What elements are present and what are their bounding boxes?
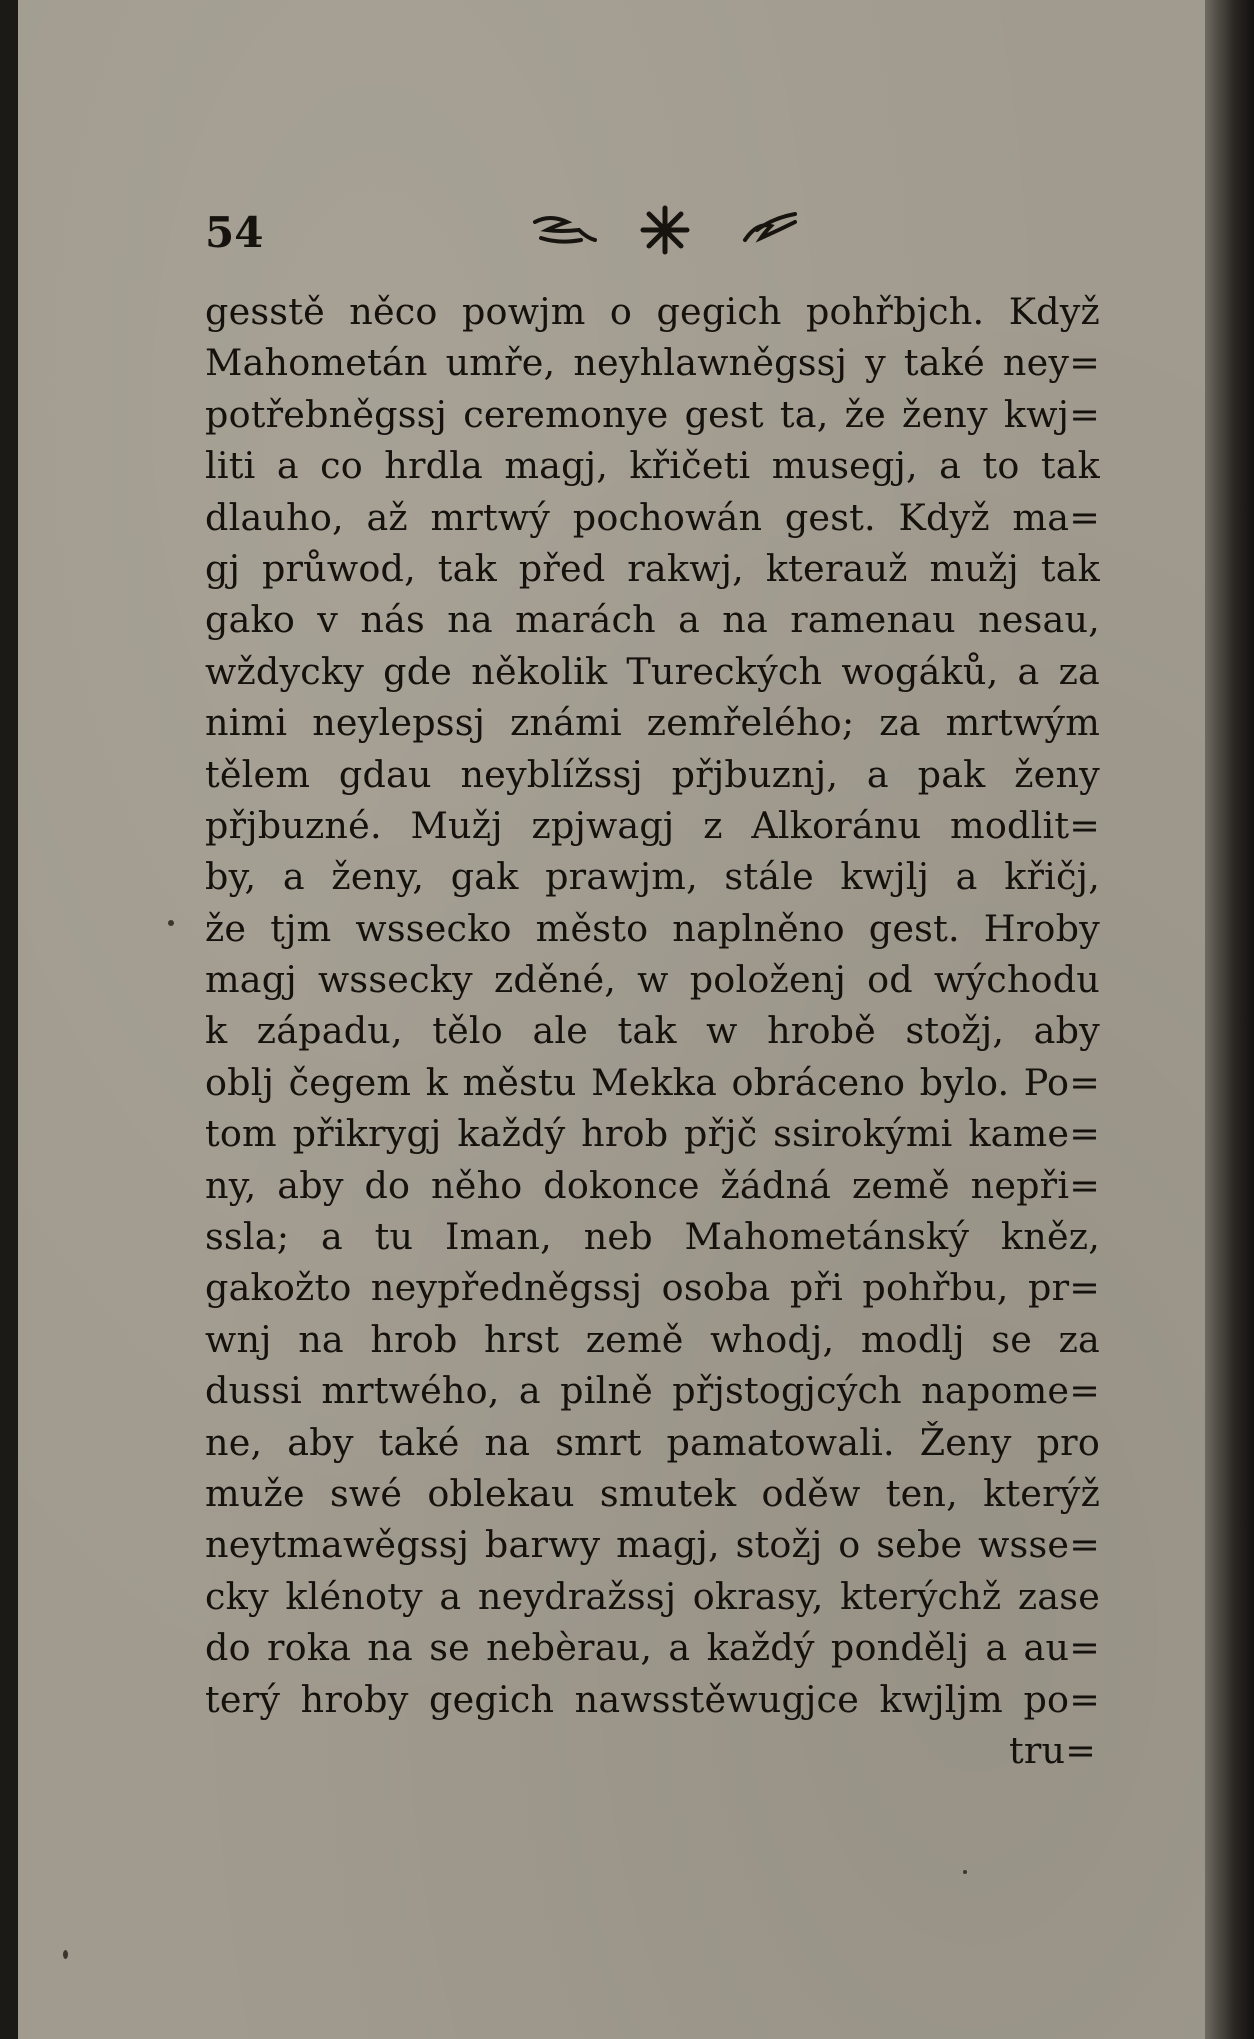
paper-speck — [168, 920, 174, 926]
text-line: dlauho, až mrtwý pochowán gest. Když ma= — [205, 495, 1100, 539]
text-line: gj průwod, tak před rakwj, kterauž mužj tak — [205, 546, 1100, 590]
paper-speck — [63, 1950, 68, 1959]
text-line: tělem gdau neyblížssj přjbuznj, a pak ženy — [205, 752, 1100, 796]
text-line: muže swé oblekau smutek oděw ten, kterýž — [205, 1471, 1100, 1515]
page-number: 54 — [205, 208, 264, 257]
text-line: wždycky gde několik Tureckých wogáků, a za — [205, 649, 1100, 693]
text-line: oblj čegem k městu Mekka obráceno bylo. Po= — [205, 1060, 1100, 1104]
text-line: dussi mrtwého, a pilně přjstogjcých napome= — [205, 1369, 1100, 1413]
text-line: neytmawěgssj barwy magj, stožj ο sebe wsse= — [205, 1523, 1100, 1567]
catchword: tru= — [1008, 1728, 1096, 1772]
text-line: gesstě něco powjm o gegich pohřbjch. Když — [205, 290, 1100, 333]
page-header — [205, 200, 1105, 260]
text-line: wnj na hrob hrst země whodj, modlj se za — [205, 1317, 1100, 1361]
text-line: Mahometán umře, neyhlawněgssj y také ney= — [205, 341, 1100, 385]
text-line: terý hroby gegich nawsstěwugjce kwjljm po= — [205, 1677, 1100, 1721]
text-line: ny, aby do něho dokonce žádná země nepři= — [205, 1163, 1100, 1207]
paper-speck — [963, 1870, 967, 1874]
text-line: by, a ženy, gak prawjm, stále kwjlj a křičj, — [205, 855, 1100, 899]
book-gutter — [1205, 0, 1254, 2039]
text-line: ssla; a tu Iman, neb Mahometánský kněz, — [205, 1215, 1100, 1259]
text-line: gakožto neypředněgssj osoba při pohřbu, pr= — [205, 1266, 1100, 1310]
body-text — [205, 286, 1100, 1776]
text-line: magj wssecky zděné, w položenj od wýchodu — [205, 958, 1100, 1002]
text-line: tom přikrygj každý hrob přjč ssirokými kame= — [205, 1112, 1100, 1156]
text-line: do roka na se nebèrau, a každý pondělj a au= — [205, 1626, 1100, 1670]
text-line: ne, aby také na smrt pamatowali. Ženy pro — [205, 1420, 1100, 1464]
text-line: že tjm wssecko město naplněno gest. Hroby — [205, 906, 1100, 950]
text-line: nimi neylepssj známi zemřelého; za mrtwým — [205, 701, 1100, 745]
text-line: cky klénoty a neydražssj okrasy, kterýchž zase — [205, 1574, 1100, 1618]
text-line: k západu, tělo ale tak w hrobě stožj, aby — [205, 1009, 1100, 1053]
text-line: přjbuzné. Mužj zpjwagj z Alkoránu modlit= — [205, 803, 1100, 847]
text-line: gako v nás na marách a na ramenau nesau, — [205, 598, 1100, 642]
printer-ornament-icon — [495, 200, 835, 260]
text-line: liti a co hrdla magj, křičeti musegj, a to tak — [205, 444, 1100, 488]
text-line: potřebněgssj ceremonye gest ta, že ženy kwj= — [205, 392, 1100, 436]
